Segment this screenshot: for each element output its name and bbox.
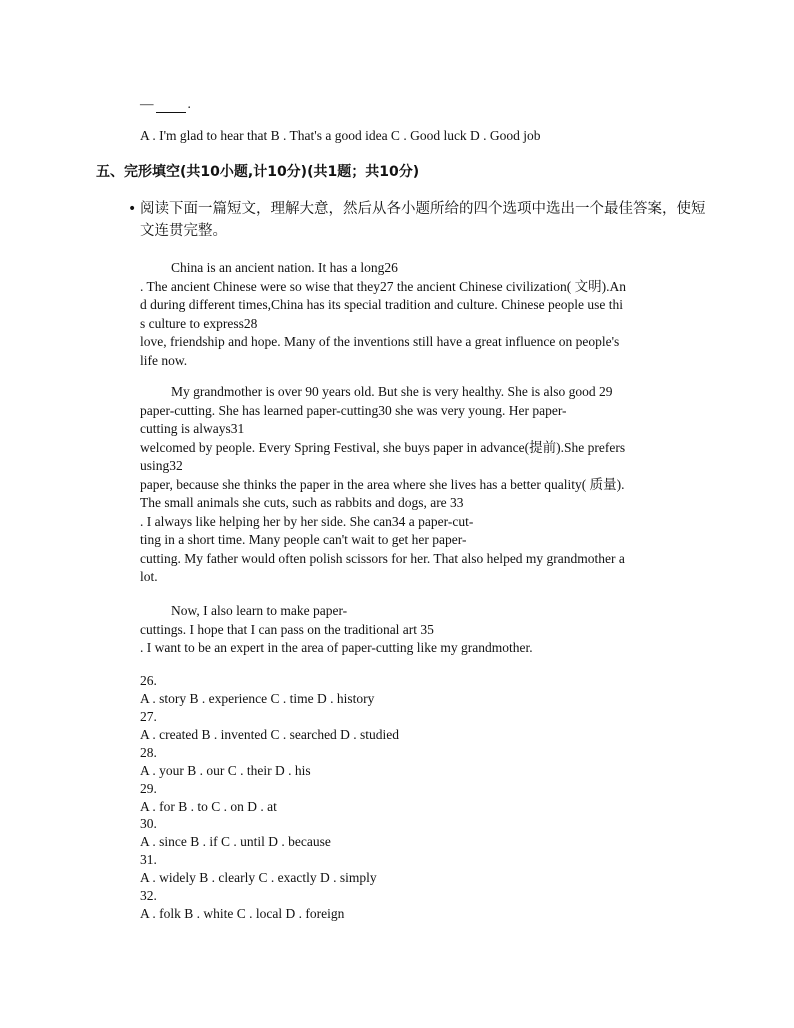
- passage-line: China is an ancient nation. It has a long26: [171, 260, 398, 275]
- passage-line: d during different times,China has its special tradition and culture. Chinese people use thi: [140, 297, 624, 312]
- passage-line: . I want to be an expert in the area of paper-cutting like my grandmother.: [140, 640, 533, 655]
- passage-line: using32: [140, 458, 183, 473]
- passage-paragraph-3: [140, 602, 705, 658]
- passage-line: lot.: [140, 569, 158, 584]
- answer-blank: [156, 100, 186, 113]
- passage-line: paper-cutting. She has learned paper-cutting30 she was very young. Her paper-: [140, 402, 567, 418]
- question-number: 26.: [140, 673, 157, 688]
- passage-line: Now, I also learn to make paper-: [171, 603, 348, 618]
- prev-question-stem: [140, 95, 191, 113]
- passage-line: paper, because she thinks the paper in the area where she lives has a better quality( 质量).: [140, 476, 625, 492]
- question-options: A . story B . experience C . time D . history: [140, 691, 375, 706]
- passage-line: welcomed by people. Every Spring Festival, she buys paper in advance(提前).She prefers: [140, 439, 626, 455]
- question-options: A . for B . to C . on D . at: [140, 799, 277, 814]
- passage-paragraph-2: [140, 383, 705, 587]
- instruction-text: 阅读下面一篇短文，理解大意，然后从各小题所给的四个选项中选出一个最佳答案，使短文连贯完整。: [140, 201, 706, 239]
- passage-line: cutting. My father would often polish scissors for her. That also helped my grandmother a: [140, 550, 625, 566]
- passage-line: . I always like helping her by her side. She can34 a paper-cut-: [140, 513, 474, 529]
- passage-line: ting in a short time. Many people can't wait to get her paper-: [140, 532, 467, 547]
- question-options: A . widely B . clearly C . exactly D . simply: [140, 870, 377, 885]
- passage-line: s culture to express28: [140, 315, 258, 331]
- passage-paragraph-1: [140, 259, 705, 370]
- section-heading: 五、完形填空(共10小题,计10分)(共1题；共10分): [96, 164, 420, 180]
- passage-line: cuttings. I hope that I can pass on the traditional art 35: [140, 621, 434, 637]
- dash-mark: —: [140, 96, 154, 111]
- question-number: 27.: [140, 709, 157, 724]
- passage-line: . The ancient Chinese were so wise that they27 the ancient Chinese civilization( 文明).An: [140, 278, 626, 294]
- passage-line: The small animals she cuts, such as rabbits and dogs, are 33: [140, 495, 464, 510]
- passage-line: life now.: [140, 352, 188, 368]
- prev-question-options: A . I'm glad to hear that B . That's a good idea C . Good luck D . Good job: [140, 128, 541, 143]
- question-number: 30.: [140, 816, 157, 831]
- period-mark: .: [187, 96, 191, 111]
- bullet-icon: •: [128, 201, 137, 217]
- question-number: 31.: [140, 852, 157, 867]
- question-options: A . your B . our C . their D . his: [140, 763, 311, 778]
- question-options: A . since B . if C . until D . because: [140, 834, 331, 849]
- question-number: 28.: [140, 745, 157, 760]
- question-options: A . folk B . white C . local D . foreign: [140, 906, 345, 921]
- question-options: A . created B . invented C . searched D . studied: [140, 727, 400, 742]
- passage-line: cutting is always31: [140, 421, 245, 436]
- passage-line: My grandmother is over 90 years old. But she is very healthy. She is also good 29: [171, 384, 613, 399]
- question-number: 29.: [140, 781, 157, 796]
- passage-line: love, friendship and hope. Many of the inventions still have a great influence on people's: [140, 334, 620, 349]
- question-number: 32.: [140, 888, 157, 903]
